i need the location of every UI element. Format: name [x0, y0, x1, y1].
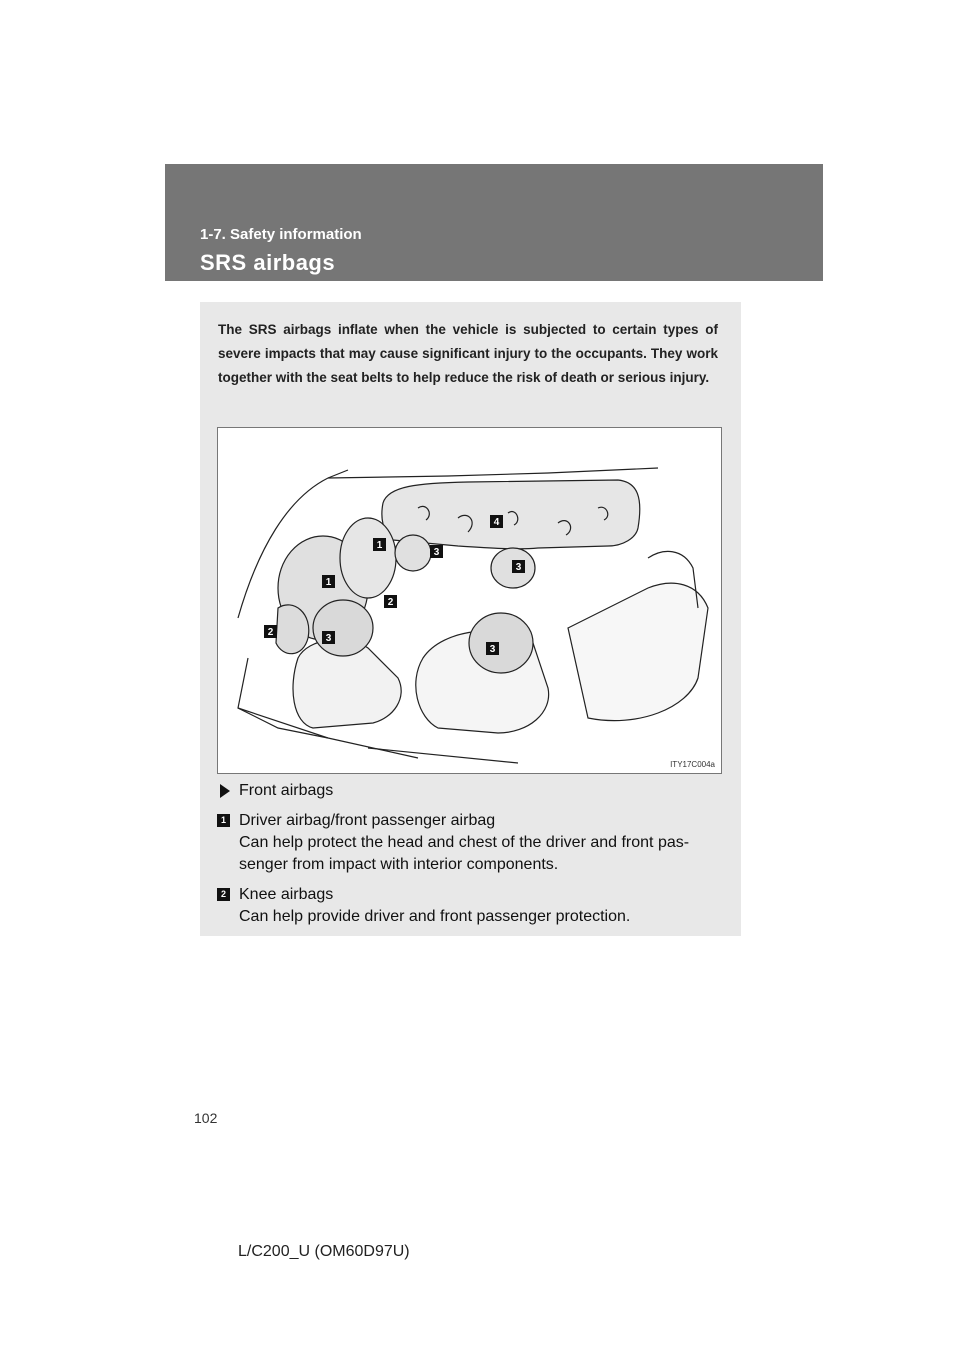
triangle-bullet-icon: [220, 784, 230, 798]
figure-code: ITY17C004a: [670, 760, 715, 769]
item1-title: Driver airbag/front passenger airbag: [239, 812, 496, 829]
page-number: 102: [194, 1110, 218, 1126]
list-item-driver-airbag: [217, 810, 722, 876]
callout-1b: 1: [325, 577, 332, 588]
callout-2a: 2: [387, 597, 394, 608]
callout-3a: 3: [433, 547, 440, 558]
item1-desc-line2: senger from impact with interior components.: [239, 856, 559, 873]
airbag-list: [217, 780, 722, 928]
airbag-illustration: [217, 427, 722, 774]
callout-2b: 2: [267, 627, 274, 638]
callout-3d: 3: [489, 644, 496, 655]
callout-3c: 3: [325, 633, 332, 644]
number-1-icon: 1: [217, 814, 230, 827]
callout-4: 4: [493, 517, 500, 528]
front-airbags-heading: Front airbags: [239, 782, 334, 799]
section-label: 1-7. Safety information: [200, 226, 362, 243]
callout-3b: 3: [515, 562, 522, 573]
page-title: SRS airbags: [200, 250, 336, 275]
list-item-front-airbags: [217, 780, 722, 802]
item2-title: Knee airbags: [239, 886, 334, 903]
item2-desc: Can help provide driver and front passenger protection.: [239, 908, 631, 925]
callout-1a: 1: [376, 540, 383, 551]
number-2-icon: 2: [217, 888, 230, 901]
footer-model-code: L/C200_U (OM60D97U): [238, 1243, 410, 1260]
item1-desc-line1: Can help protect the head and chest of the driver and front pas-: [239, 834, 690, 851]
intro-text: The SRS airbags inflate when the vehicle is subjected to certain types of severe impacts that may cause significant injury to the occupants. They work together with the seat belts to help reduce the risk of death or serious injury.: [218, 322, 718, 385]
vehicle-interior-drawing: [218, 428, 722, 774]
list-item-knee-airbags: [217, 884, 722, 928]
